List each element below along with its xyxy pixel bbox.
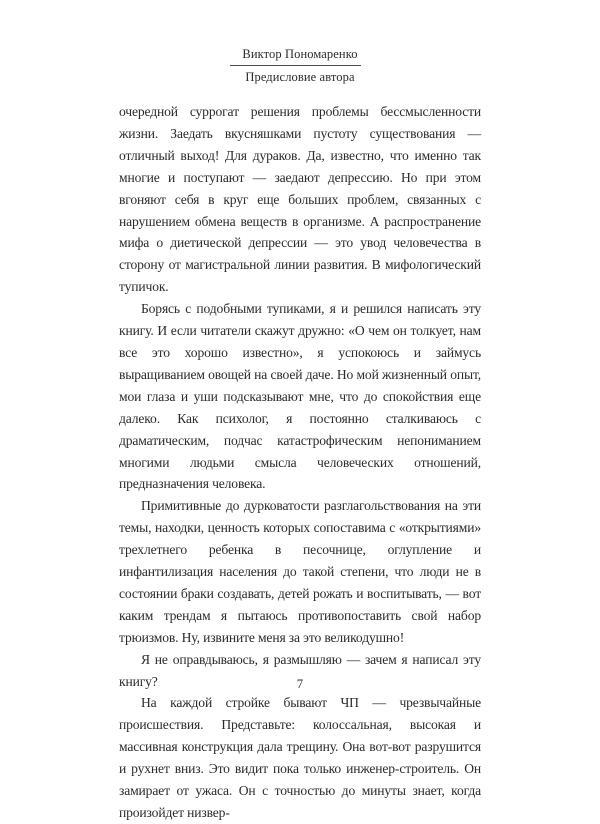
paragraph-continued: очередной суррогат решения проблемы бессмысленности жизни. Заедать вкусняшками пустоту существования — отличный выход! Для дураков. Да, известно, что именно так многие и поступают — заедают депрессию. Но при этом вгоняют себя в круг еще больших проблем, связанных с нарушением обмена веществ в организме. А распространение мифа о диетической депрессии — это увод человечества в сторону от магистральной линии развития. В мифологический тупичок. <box>119 104 481 295</box>
page-number: 7 <box>296 677 304 691</box>
paragraph: Борясь с подобными тупиками, я и решился написать эту книгу. И если читатели скажут дружно: «О чем он толкует, нам все это хорошо известно», я успокоюсь и займусь выращиванием овощей на своей даче. Но мой жизненный опыт, мои глаза и уши подсказывают мне, что до спокойствия еще далеко. Как психолог, я постоянно сталкиваюсь с драматическим, подчас катастрофическим непониманием многими людьми смысла человеческих отношений, предназначения человека. <box>119 301 481 492</box>
header-divider <box>230 65 361 66</box>
running-header-author: Виктор Пономаренко <box>242 47 358 61</box>
running-header-section: Предисловие автора <box>245 70 355 84</box>
body-text <box>119 101 481 824</box>
paragraph: Я не оправдываюсь, я размышляю — зачем я написал эту книгу? <box>119 651 481 689</box>
paragraph: Примитивные до дурковатости разглагольствования на эти темы, находки, ценность которых сопоставима с «открытиями» трехлетнего ребенка в песочнице, оглупление и инфантилизация населения до такой степени, что люди не в состоянии браки создавать, детей рожать и воспитывать, — вот каким трендам я пытаюсь противопоставить свой набор трюизмов. Ну, извините меня за это великодушно! <box>119 498 481 645</box>
paragraph: На каждой стройке бывают ЧП — чрезвычайные происшествия. Представьте: колоссальная, высокая и массивная конструкция дала трещину. Она вот-вот разрушится и рухнет вниз. Это видит пока только инженер-строитель. Он замирает от ужаса. Он с точностью до минуты знает, когда произойдет низвер- <box>119 695 481 820</box>
